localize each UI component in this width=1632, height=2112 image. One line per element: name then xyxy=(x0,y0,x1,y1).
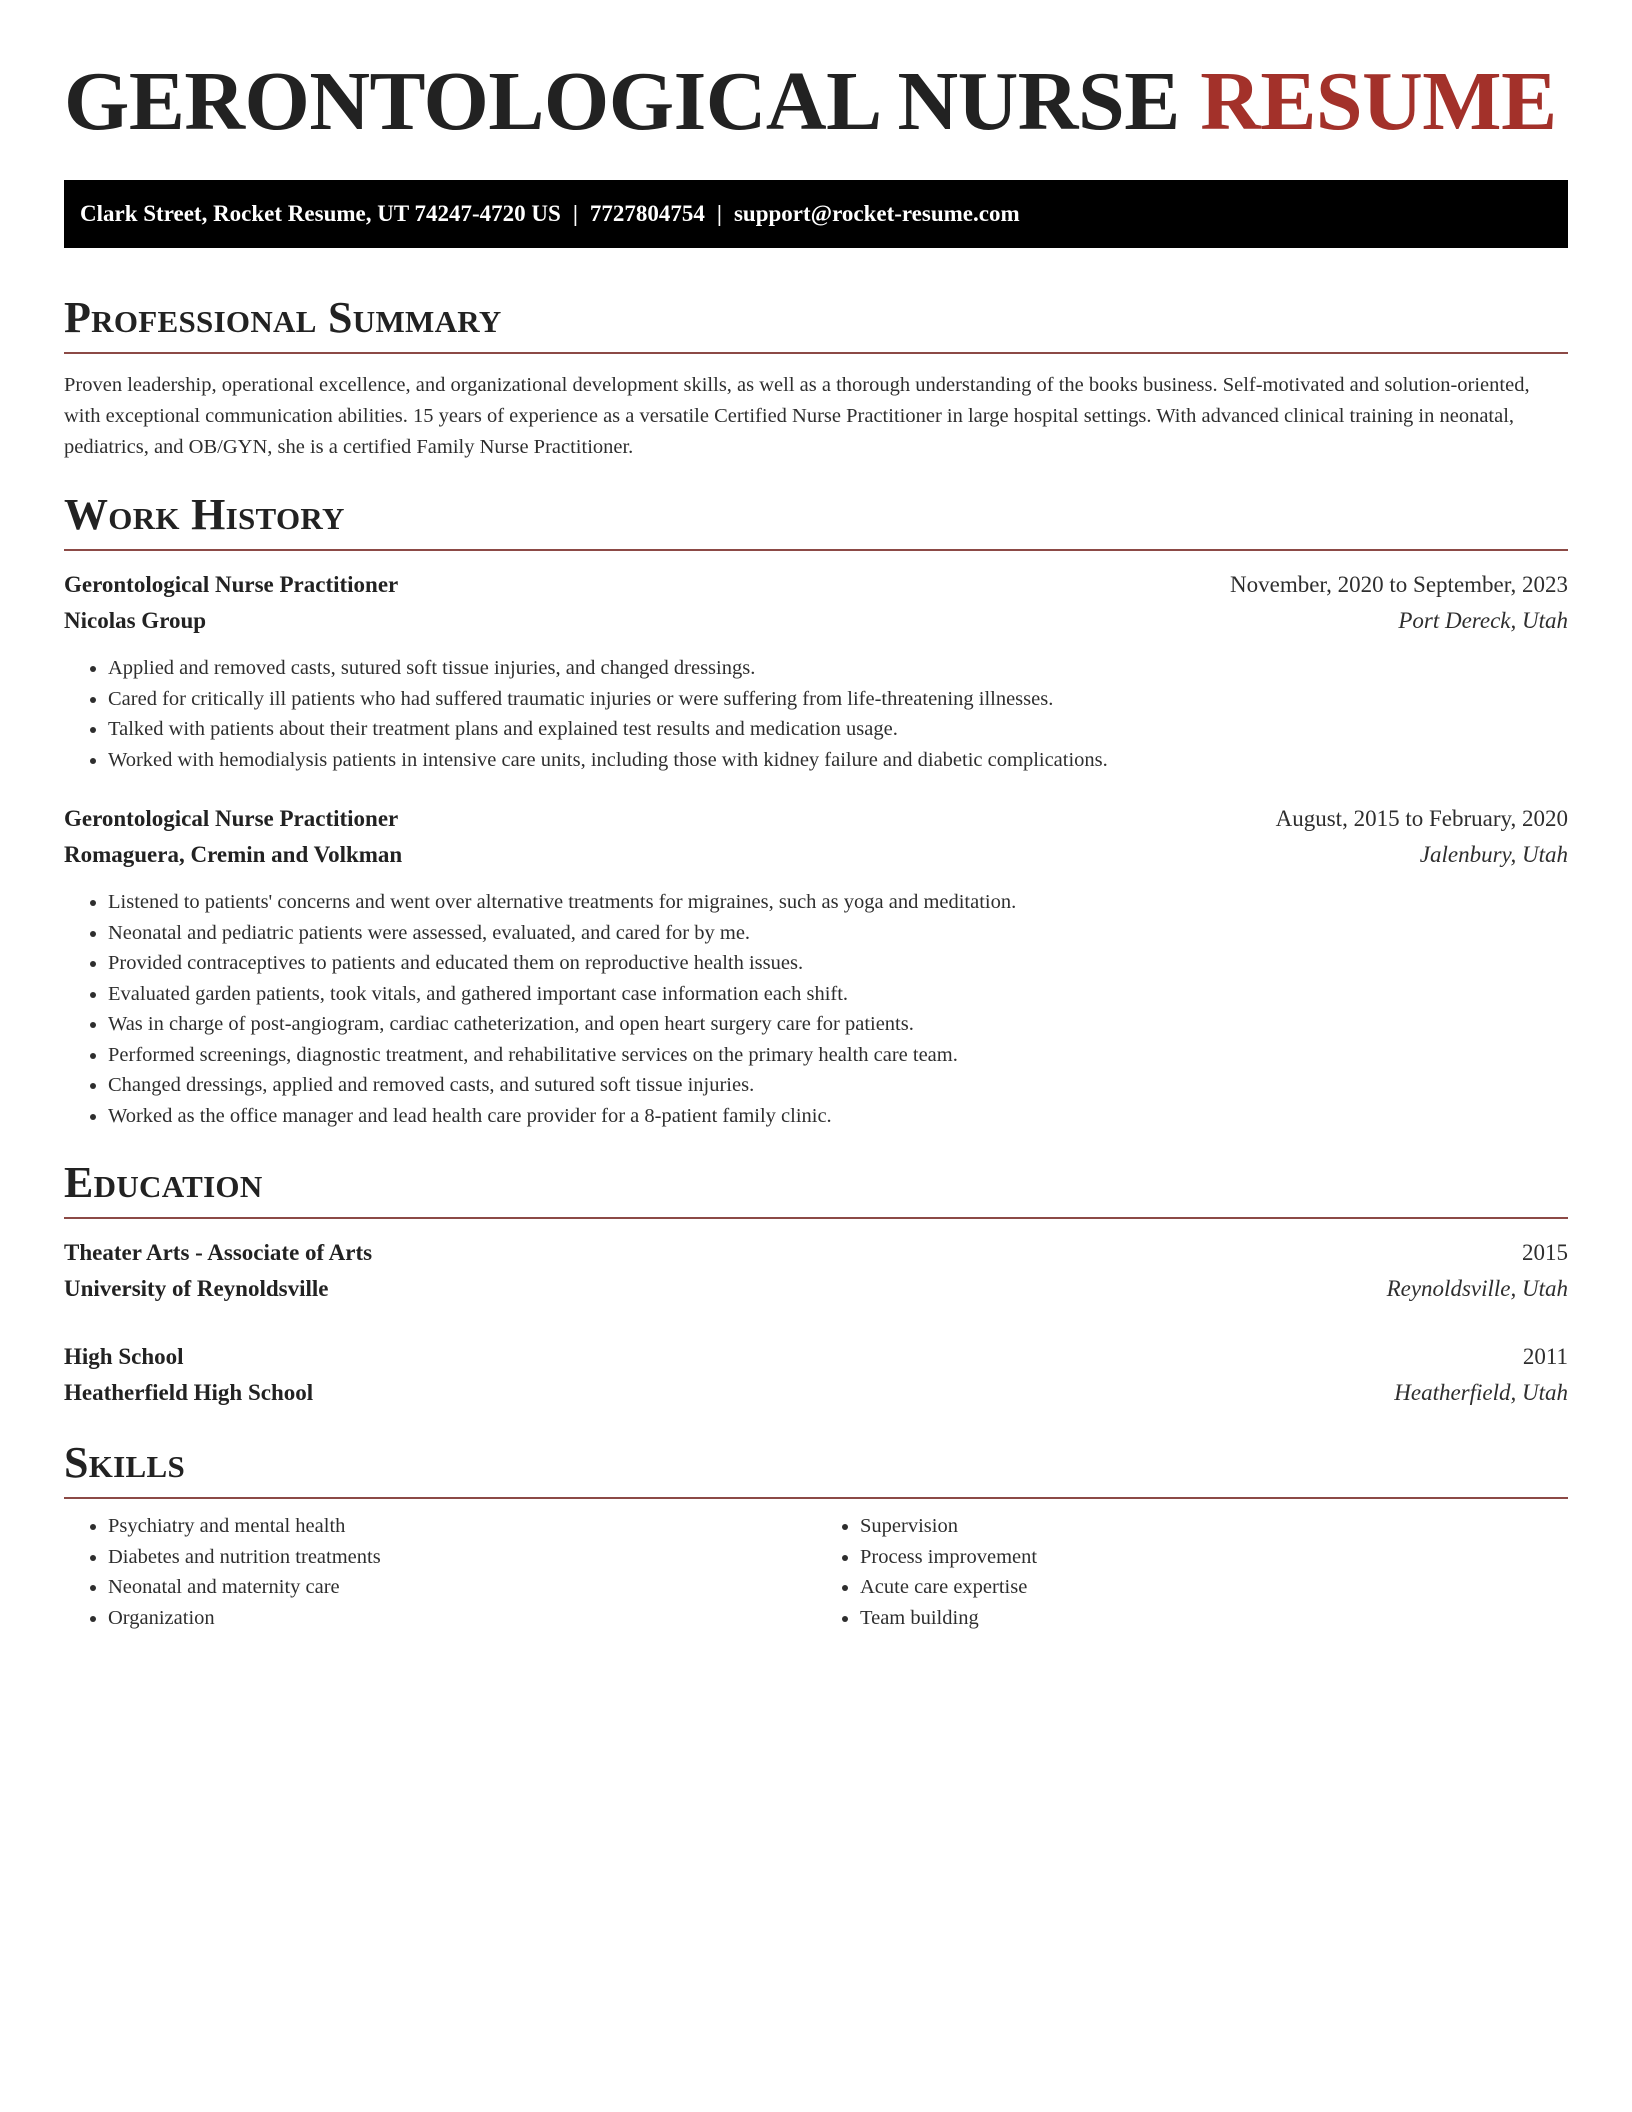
job-entry xyxy=(64,567,1568,775)
list-item: • Neonatal and maternity care xyxy=(108,1572,816,1603)
education-entry xyxy=(64,1235,1568,1307)
list-item: • Team building xyxy=(860,1603,1568,1634)
list-item: • Worked with hemodialysis patients in intensive care units, including those with kidney failure and diabetic complications. xyxy=(108,745,1568,776)
education-school: Heatherfield High School xyxy=(64,1380,314,1405)
list-item: • Listened to patients' concerns and went over alternative treatments for migraines, such as yoga and meditation. xyxy=(108,887,1568,918)
list-item: • Worked as the office manager and lead health care provider for a 8-patient family clinic. xyxy=(108,1101,1568,1132)
job-company: Romaguera, Cremin and Volkman xyxy=(64,842,403,867)
contact-phone: 7727804754 xyxy=(589,201,705,226)
skills-list-right xyxy=(816,1511,1568,1633)
list-item: • Process improvement xyxy=(860,1542,1568,1573)
job-location: Jalenbury, Utah xyxy=(1419,842,1568,867)
job-dates: November, 2020 to September, 2023 xyxy=(1230,572,1568,597)
education-heading: Education xyxy=(64,1158,263,1207)
section-divider xyxy=(64,1497,1568,1499)
list-item: • Supervision xyxy=(860,1511,1568,1542)
education-section xyxy=(64,1157,1568,1411)
list-item: • Talked with patients about their treatment plans and explained test results and medication usage. xyxy=(108,714,1568,745)
list-item: • Provided contraceptives to patients and educated them on reproductive health issues. xyxy=(108,948,1568,979)
job-bullets xyxy=(64,887,1568,1131)
summary-heading: Professional Summary xyxy=(64,293,502,342)
contact-email: support@rocket-resume.com xyxy=(733,201,1020,226)
work-heading: Work History xyxy=(64,490,345,539)
list-item: • Neonatal and pediatric patients were assessed, evaluated, and cared for by me. xyxy=(108,918,1568,949)
education-entry xyxy=(64,1339,1568,1411)
education-location: Heatherfield, Utah xyxy=(1394,1380,1568,1405)
list-item: • Diabetes and nutrition treatments xyxy=(108,1542,816,1573)
contact-bar xyxy=(64,180,1568,248)
title-accent: RESUME xyxy=(1200,55,1557,148)
resume-page xyxy=(64,0,1568,1633)
section-divider xyxy=(64,549,1568,551)
education-school: University of Reynoldsville xyxy=(64,1276,329,1301)
list-item: • Performed screenings, diagnostic treatment, and rehabilitative services on the primary health care team. xyxy=(108,1040,1568,1071)
job-entry xyxy=(64,801,1568,1131)
list-item: • Organization xyxy=(108,1603,816,1634)
education-degree: High School xyxy=(64,1344,184,1369)
section-divider xyxy=(64,352,1568,354)
job-title: Gerontological Nurse Practitioner xyxy=(64,572,399,597)
list-item: • Applied and removed casts, sutured soft tissue injuries, and changed dressings. xyxy=(108,653,1568,684)
work-section xyxy=(64,489,1568,1131)
list-item: • Cared for critically ill patients who had suffered traumatic injuries or were suffering from life-threatening illnesses. xyxy=(108,684,1568,715)
resume-title xyxy=(64,56,1568,148)
skills-list-left xyxy=(64,1511,816,1633)
job-bullets xyxy=(64,653,1568,775)
job-location: Port Dereck, Utah xyxy=(1398,608,1568,633)
list-item: • Was in charge of post-angiogram, cardiac catheterization, and open heart surgery care for patients. xyxy=(108,1009,1568,1040)
contact-separator: | xyxy=(572,201,578,226)
education-year: 2015 xyxy=(1522,1240,1568,1265)
list-item: • Psychiatry and mental health xyxy=(108,1511,816,1542)
education-degree: Theater Arts - Associate of Arts xyxy=(64,1240,373,1265)
summary-section xyxy=(64,292,1568,463)
job-dates: August, 2015 to February, 2020 xyxy=(1275,806,1568,831)
education-year: 2011 xyxy=(1522,1344,1568,1369)
title-main: GERONTOLOGICAL NURSE xyxy=(64,55,1180,148)
skills-section xyxy=(64,1437,1568,1633)
job-title: Gerontological Nurse Practitioner xyxy=(64,806,399,831)
job-company: Nicolas Group xyxy=(64,608,207,633)
list-item: • Evaluated garden patients, took vitals, and gathered important case information each shift. xyxy=(108,979,1568,1010)
list-item: • Acute care expertise xyxy=(860,1572,1568,1603)
education-location: Reynoldsville, Utah xyxy=(1386,1276,1568,1301)
section-divider xyxy=(64,1217,1568,1219)
contact-address: Clark Street, Rocket Resume, UT 74247-4720 US xyxy=(80,201,561,226)
contact-separator: | xyxy=(716,201,722,226)
skills-grid xyxy=(64,1511,1568,1633)
skills-heading: Skills xyxy=(64,1438,186,1487)
summary-text: Proven leadership, operational excellence, and organizational development skills, as well as a thorough understanding of the books business. Self-motivated and solution-oriented, with exceptional communication abilities. 15 years of experience as a versatile Certified Nurse Practitioner in large hospital settings. With advanced clinical training in neonatal, pediatrics, and OB/GYN, she is a certified Family Nurse Practitioner. xyxy=(64,374,1530,458)
list-item: • Changed dressings, applied and removed casts, and sutured soft tissue injuries. xyxy=(108,1070,1568,1101)
